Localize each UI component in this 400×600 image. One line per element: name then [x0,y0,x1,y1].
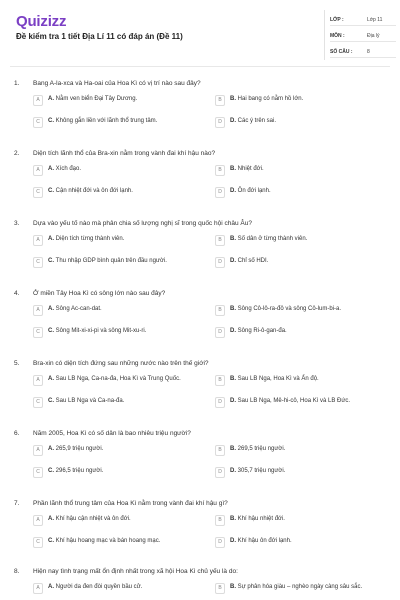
question-number: 6. [14,430,20,437]
option-letter-label: A. [48,306,56,312]
option-letter-box: A [33,235,43,246]
meta-subject [330,30,396,42]
option-letter-box: B [215,375,225,386]
answer-option[interactable] [215,514,375,528]
question-text: Năm 2005, Hoa Kì có số dân là bao nhiêu triệu người? [33,430,191,437]
answer-option[interactable] [33,186,193,200]
answer-option[interactable] [33,374,193,388]
option-text [230,446,285,452]
option-text [48,584,142,590]
option-text-value: Ôn đới lạnh. [237,188,271,194]
option-letter-label: B. [230,306,238,312]
option-letter-box: C [33,257,43,268]
option-letter-label: C. [48,398,56,404]
option-text-value: 296,5 triệu người. [55,468,104,474]
option-letter-label: B. [230,236,238,242]
option-text-value: Khí hậu cận nhiệt và ôn đới. [55,516,131,522]
option-letter-label: D. [230,258,238,264]
option-letter-box: A [33,375,43,386]
answer-option[interactable] [215,186,375,200]
meta-class-value: Lớp 11 [367,17,383,23]
option-text-value: Hai bang có nằm hồ lớn. [237,96,304,102]
question-item [0,360,400,420]
option-text [230,538,292,544]
option-text [230,328,287,334]
option-text-value: Sông Ri-ô-gan-đa. [237,328,287,334]
option-letter-box: D [215,327,225,338]
meta-question-count-label: SỐ CÂU : [330,49,353,55]
answer-option[interactable] [33,396,193,410]
option-text [48,376,181,382]
question-text: Bra-xin có diện tích đứng sau những nước nào trên thế giới? [33,360,209,367]
option-letter-box: B [215,235,225,246]
option-text-value: Sự phân hóa giàu – nghèo ngày càng sâu sắc. [237,584,363,590]
option-letter-box: D [215,187,225,198]
option-text [48,166,81,172]
option-letter-box: A [33,515,43,526]
option-letter-label: C. [48,538,56,544]
answer-option[interactable] [215,234,375,248]
question-item [0,150,400,210]
question-item [0,500,400,560]
option-text [48,468,103,474]
option-text-value: Không gắn liền với lãnh thổ trung tâm. [55,118,158,124]
question-item [0,220,400,280]
option-text [48,118,157,124]
answer-option[interactable] [33,94,193,108]
option-letter-label: A. [48,516,56,522]
question-item [0,80,400,140]
option-letter-label: A. [48,584,56,590]
answer-option[interactable] [215,116,375,130]
option-letter-label: C. [48,188,56,194]
question-number: 5. [14,360,20,367]
meta-class-label: LỚP : [330,17,344,23]
option-text [230,584,362,590]
option-letter-label: B. [230,96,238,102]
answer-option[interactable] [215,304,375,318]
option-letter-label: D. [230,188,238,194]
answer-option[interactable] [215,326,375,340]
answer-option[interactable] [215,256,375,270]
option-letter-box: B [215,583,225,594]
answer-option[interactable] [33,582,193,596]
option-text-value: Sau LB Nga, Mê-hi-cô, Hoa Kì và LB Đức. [237,398,351,404]
option-text [48,96,137,102]
option-letter-box: A [33,305,43,316]
question-text: Dựa vào yếu tố nào mà phân chia số lượng nghị sĩ trong quốc hội châu Âu? [33,220,252,227]
option-letter-box: D [215,397,225,408]
question-number: 3. [14,220,20,227]
option-text-value: Sông Ac-can-dat. [55,306,102,312]
answer-option[interactable] [215,536,375,550]
option-text [48,258,167,264]
option-text-value: Số dân ở từng thành viên. [237,236,308,242]
option-text-value: Cận nhiệt đới và ôn đới lạnh. [55,188,133,194]
option-letter-box: A [33,165,43,176]
option-letter-box: C [33,187,43,198]
answer-option[interactable] [33,256,193,270]
worksheet-meta [324,10,390,60]
option-letter-box: B [215,165,225,176]
option-letter-label: B. [230,516,238,522]
option-text [48,188,133,194]
answer-option[interactable] [33,116,193,130]
option-letter-box: A [33,95,43,106]
option-text [230,96,303,102]
option-text-value: Khí hậu ôn đới lạnh. [237,538,292,544]
option-text-value: Khí hậu hoang mạc và bán hoang mạc. [55,538,161,544]
option-letter-box: B [215,95,225,106]
option-text [48,516,131,522]
answer-option[interactable] [215,466,375,480]
meta-class [330,14,396,26]
question-text: Phần lãnh thổ trung tâm của Hoa Kì nằm trong vành đai khí hậu gì? [33,500,228,507]
option-text-value: Sau LB Nga, Hoa Kì và Ấn độ. [237,376,319,382]
question-number: 4. [14,290,20,297]
option-text [230,516,285,522]
option-text-value: Khí hậu nhiệt đới. [237,516,285,522]
option-text-value: Diện tích từng thành viên. [55,236,125,242]
answer-option[interactable] [33,536,193,550]
option-text [48,538,160,544]
option-text [230,258,268,264]
option-text [48,306,102,312]
question-text: Bang A-la-xca và Ha-oai của Hoa Kì có vị trí nào sau đây? [33,80,201,87]
answer-option[interactable] [33,444,193,458]
question-number: 7. [14,500,20,507]
option-text [48,236,124,242]
option-letter-label: A. [48,376,56,382]
option-text [230,468,285,474]
option-text-value: Xích đạo. [55,166,82,172]
option-letter-box: C [33,117,43,128]
option-letter-box: D [215,117,225,128]
answer-option[interactable] [215,374,375,388]
option-letter-box: B [215,515,225,526]
option-text [230,236,307,242]
answer-option[interactable] [33,164,193,178]
option-text-value: Sông Mit-xi-xi-pi và sông Mit-xu-ri. [55,328,147,334]
question-item [0,568,400,600]
option-text-value: Nằm ven biển Đại Tây Dương. [55,96,138,102]
option-letter-box: C [33,537,43,548]
option-letter-label: B. [230,376,238,382]
option-text-value: 269,5 triệu người. [237,446,286,452]
meta-question-count [330,46,396,58]
option-text-value: 305,7 triệu người. [237,468,286,474]
option-letter-box: C [33,327,43,338]
option-text-value: 265,9 triệu người. [55,446,104,452]
option-text-value: Sau LB Nga và Ca-na-đa. [55,398,125,404]
answer-option[interactable] [215,396,375,410]
question-number: 1. [14,80,20,87]
worksheet-title: Đề kiểm tra 1 tiết Địa Lí 11 có đáp án (Đề 11) [16,32,183,41]
option-text [230,166,264,172]
option-letter-box: D [215,467,225,478]
quizizz-logo[interactable]: Quizizz [16,13,67,30]
option-letter-label: B. [230,446,238,452]
option-letter-label: D. [230,538,238,544]
meta-subject-value: Địa lý [367,33,380,39]
option-letter-label: C. [48,328,56,334]
option-letter-box: A [33,445,43,456]
option-letter-label: B. [230,584,238,590]
answer-option[interactable] [215,164,375,178]
answer-option[interactable] [33,326,193,340]
question-item [0,290,400,350]
answer-option[interactable] [33,304,193,318]
option-letter-label: B. [230,166,238,172]
question-number: 8. [14,568,20,575]
option-text [230,118,276,124]
question-text: Diện tích lãnh thổ của Bra-xin nằm trong vành đai khí hậu nào? [33,150,216,157]
option-text [230,188,271,194]
option-letter-label: D. [230,118,238,124]
meta-question-count-value: 8 [367,49,370,55]
option-text [230,398,350,404]
answer-option[interactable] [33,234,193,248]
option-text-value: Thu nhập GDP bình quân trên đầu người. [55,258,167,264]
option-letter-box: C [33,467,43,478]
option-letter-label: A. [48,166,56,172]
option-letter-label: D. [230,398,238,404]
option-letter-label: A. [48,96,56,102]
option-letter-label: D. [230,468,238,474]
answer-option[interactable] [33,466,193,480]
question-text: Ở miền Tây Hoa Kì có sông lớn nào sau đây? [33,290,166,297]
option-text [48,398,124,404]
option-letter-label: C. [48,258,56,264]
header-divider [10,66,390,67]
option-letter-box: B [215,305,225,316]
option-letter-box: D [215,537,225,548]
worksheet-header [0,0,400,62]
option-letter-label: A. [48,446,56,452]
option-text [48,328,146,334]
answer-option[interactable] [215,444,375,458]
option-letter-label: C. [48,118,56,124]
option-letter-box: C [33,397,43,408]
option-text [230,306,341,312]
option-letter-box: D [215,257,225,268]
answer-option[interactable] [215,582,375,596]
option-text [230,376,319,382]
option-text-value: Người da đen đòi quyền bầu cử. [55,584,143,590]
option-letter-box: B [215,445,225,456]
option-letter-box: A [33,583,43,594]
option-letter-label: A. [48,236,56,242]
option-letter-label: C. [48,468,56,474]
option-letter-label: D. [230,328,238,334]
meta-subject-label: MÔN : [330,33,345,39]
option-text [48,446,103,452]
option-text-value: Các ý trên sai. [237,118,277,124]
option-text-value: Nhiệt đới. [237,166,264,172]
question-text: Hiện nay tình trạng mất ổn định nhất trong xã hội Hoa Kì chủ yếu là do: [33,568,238,575]
answer-option[interactable] [215,94,375,108]
question-number: 2. [14,150,20,157]
answer-option[interactable] [33,514,193,528]
option-text-value: Sau LB Nga, Ca-na-đa, Hoa Kì và Trung Quốc. [55,376,181,382]
option-text-value: Sông Cô-lô-ra-đô và sông Cô-lum-bi-a. [237,306,342,312]
option-text-value: Chỉ số HDI. [237,258,269,264]
question-item [0,430,400,490]
